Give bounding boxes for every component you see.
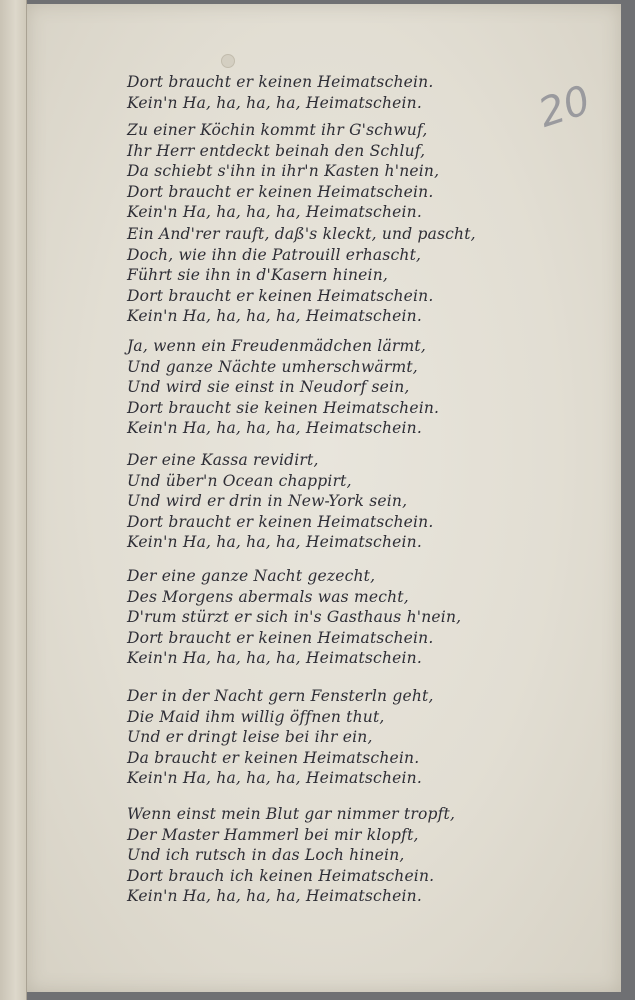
poem-line: Ihr Herr entdeckt beinah den Schluf, — [127, 141, 426, 160]
poem-line: Kein'n Ha, ha, ha, ha, Heimatschein. — [127, 533, 422, 551]
poem-line: Und ich rutsch in das Loch hinein, — [127, 846, 405, 864]
poem-line: Dort braucht er keinen Heimatschein. — [127, 286, 434, 305]
poem-line: Dort braucht er keinen Heimatschein. — [127, 182, 434, 201]
poem-line: Ein And'rer rauft, daß's kleckt, und pascht, — [127, 225, 476, 243]
poem-line: Und wird er drin in New-York sein, — [127, 492, 408, 510]
poem-line: Der eine ganze Nacht gezecht, — [127, 567, 376, 585]
poem-line: Dort brauch ich keinen Heimatschein. — [127, 866, 435, 885]
poem-line: D'rum stürzt er sich in's Gasthaus h'nein, — [127, 608, 462, 626]
stanza-5 — [127, 450, 433, 553]
poem-line: Und er dringt leise bei ihr ein, — [127, 728, 373, 746]
poem-line: Der in der Nacht gern Fensterln geht, — [127, 687, 434, 705]
poem-line: Kein'n Ha, ha, ha, ha, Heimatschein. — [127, 419, 422, 437]
poem-line: Dort braucht er keinen Heimatschein. — [127, 73, 434, 91]
poem-line: Da braucht er keinen Heimatschein. — [127, 748, 420, 767]
stanza-6 — [127, 566, 461, 669]
poem-line: Kein'n Ha, ha, ha, ha, Heimatschein. — [127, 307, 422, 325]
poem-line: Des Morgens abermals was mecht, — [127, 587, 409, 606]
stanza-8 — [127, 804, 455, 907]
document-page — [27, 4, 621, 992]
poem-line: Und wird sie einst in Neudorf sein, — [127, 378, 410, 396]
stanza-2 — [127, 120, 439, 223]
poem-line: Und über'n Ocean chappirt, — [127, 471, 352, 490]
poem-line: Dort braucht sie keinen Heimatschein. — [127, 398, 440, 417]
stanza-4 — [127, 336, 439, 439]
margin-page-number: 20 — [533, 77, 596, 137]
poem-line: Der Master Hammerl bei mir klopft, — [127, 825, 419, 844]
poem-line: Dort braucht er keinen Heimatschein. — [127, 512, 434, 531]
poem-line: Ja, wenn ein Freudenmädchen lärmt, — [127, 337, 426, 355]
poem-line: Doch, wie ihn die Patrouill erhascht, — [127, 245, 422, 264]
poem-line: Kein'n Ha, ha, ha, ha, Heimatschein. — [127, 887, 422, 905]
poem-line: Da schiebt s'ihn in ihr'n Kasten h'nein, — [127, 162, 440, 180]
poem-line: Führt sie ihn in d'Kasern hinein, — [127, 266, 389, 284]
poem-line: Dort braucht er keinen Heimatschein. — [127, 628, 434, 647]
poem-line: Kein'n Ha, ha, ha, ha, Heimatschein. — [127, 93, 422, 112]
stanza-1 — [127, 72, 433, 113]
stanza-3 — [127, 224, 476, 327]
stanza-7 — [127, 686, 434, 789]
poem-line: Kein'n Ha, ha, ha, ha, Heimatschein. — [127, 649, 422, 667]
punch-hole — [221, 54, 235, 68]
poem-line: Der eine Kassa revidirt, — [127, 451, 319, 469]
poem-line: Kein'n Ha, ha, ha, ha, Heimatschein. — [127, 769, 422, 787]
poem-line: Zu einer Köchin kommt ihr G'schwuf, — [127, 121, 428, 139]
poem-line: Die Maid ihm willig öffnen thut, — [127, 707, 385, 726]
left-page-edge — [0, 0, 27, 1000]
poem-line: Und ganze Nächte umherschwärmt, — [127, 357, 418, 376]
poem-line: Wenn einst mein Blut gar nimmer tropft, — [127, 805, 456, 823]
poem-line: Kein'n Ha, ha, ha, ha, Heimatschein. — [127, 203, 422, 221]
